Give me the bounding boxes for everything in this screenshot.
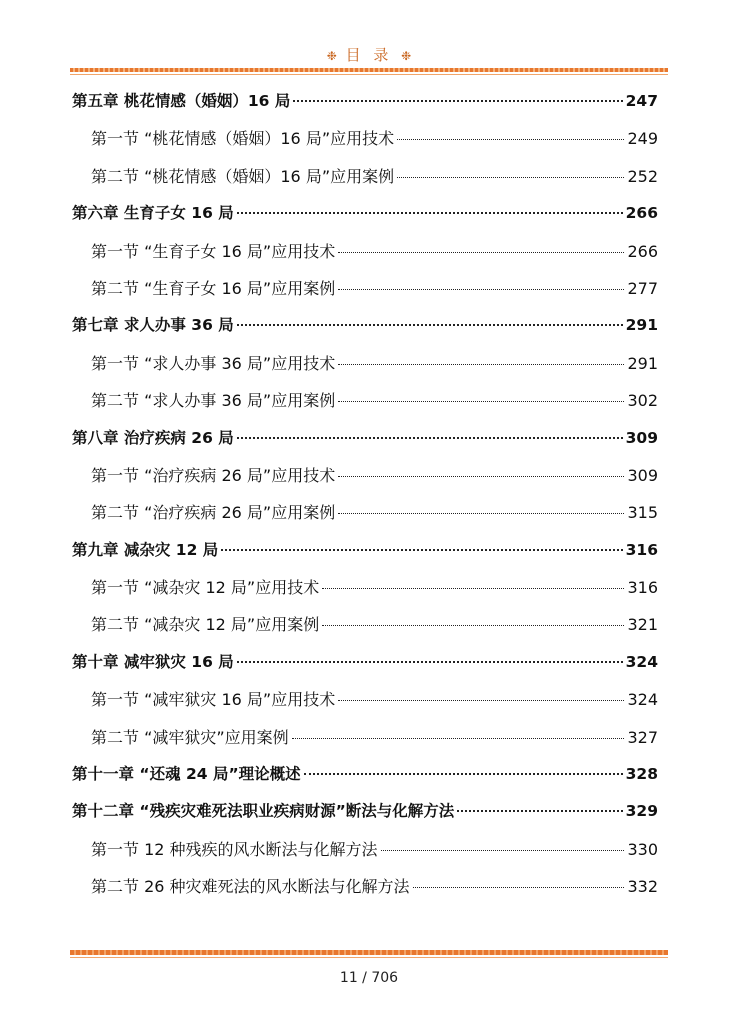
toc-section-entry[interactable] <box>72 868 658 905</box>
toc-entry-title: 第一节 “减牢狱灾 16 局”应用技术 <box>91 690 336 710</box>
toc-entry-title: 第十二章 “残疾灾难死法职业疾病财源”断法与化解方法 <box>72 802 455 821</box>
toc-section-entry[interactable] <box>72 345 658 382</box>
dot-leader <box>338 363 624 365</box>
toc-entry-title: 第十章 减牢狱灾 16 局 <box>72 652 234 671</box>
toc-entry-title: 第六章 生育子女 16 局 <box>72 204 234 223</box>
toc-entry-page: 316 <box>625 540 658 559</box>
toc-entry-page: 328 <box>625 765 658 784</box>
toc-entry-title: 第一节 “减杂灾 12 局”应用技术 <box>91 578 320 598</box>
toc-entry-page: 291 <box>625 316 658 335</box>
dot-leader <box>304 772 623 775</box>
toc-entry-title: 第一节 “治疗疾病 26 局”应用技术 <box>91 465 336 485</box>
toc-section-entry[interactable] <box>72 569 658 606</box>
toc-entry-page: 316 <box>627 578 658 598</box>
toc-section-entry[interactable] <box>72 681 658 718</box>
ornament-left-icon: ❉ <box>326 49 337 63</box>
toc-section-entry[interactable] <box>72 233 658 270</box>
toc-entry-page: 266 <box>627 241 658 261</box>
toc-section-entry[interactable] <box>72 494 658 531</box>
dot-leader <box>237 323 623 326</box>
toc-section-entry[interactable] <box>72 382 658 419</box>
toc-entry-title: 第二节 “生育子女 16 局”应用案例 <box>91 278 336 298</box>
header-rule <box>70 68 668 72</box>
toc-chapter-entry[interactable] <box>72 532 658 569</box>
toc-section-entry[interactable] <box>72 120 658 157</box>
toc-entry-page: 309 <box>627 465 658 485</box>
toc-chapter-entry[interactable] <box>72 420 658 457</box>
toc-entry-page: 291 <box>627 353 658 373</box>
toc-entry-title: 第一节 “桃花情感（婚姻）16 局”应用技术 <box>91 129 395 149</box>
toc-entry-page: 315 <box>627 503 658 523</box>
toc-entry-page: 247 <box>625 92 658 110</box>
toc-entry-title: 第九章 减杂灾 12 局 <box>72 540 219 559</box>
dot-leader <box>338 475 624 477</box>
toc-list <box>72 83 658 906</box>
dot-leader <box>322 587 624 589</box>
header-rule-thin <box>70 74 668 75</box>
toc-entry-title: 第二节 “求人办事 36 局”应用案例 <box>91 391 336 411</box>
footer-rule-thin <box>70 957 668 958</box>
dot-leader <box>381 849 625 851</box>
toc-entry-page: 330 <box>627 839 658 859</box>
ornament-right-icon: ❉ <box>401 49 412 63</box>
page-indicator: 11 / 706 <box>339 970 399 986</box>
toc-entry-page: 302 <box>627 391 658 411</box>
toc-entry-title: 第八章 治疗疾病 26 局 <box>72 428 234 447</box>
toc-chapter-entry[interactable] <box>72 83 658 120</box>
dot-leader <box>237 660 623 663</box>
toc-entry-page: 266 <box>625 204 658 223</box>
toc-entry-title: 第二节 “治疗疾病 26 局”应用案例 <box>91 503 336 523</box>
dot-leader <box>457 809 622 812</box>
toc-chapter-entry[interactable] <box>72 307 658 344</box>
toc-section-entry[interactable] <box>72 719 658 756</box>
footer-rule <box>70 950 668 955</box>
toc-entry-page: 329 <box>625 802 658 821</box>
toc-entry-page: 324 <box>627 690 658 710</box>
toc-entry-page: 252 <box>627 166 658 186</box>
toc-chapter-entry[interactable] <box>72 756 658 793</box>
toc-entry-title: 第二节 “减牢狱灾”应用案例 <box>91 727 289 747</box>
dot-leader <box>293 99 622 102</box>
dot-leader <box>338 400 624 402</box>
toc-entry-title: 第二节 “减杂灾 12 局”应用案例 <box>91 615 320 635</box>
toc-entry-title: 第二节 26 种灾难死法的风水断法与化解方法 <box>91 877 410 897</box>
dot-leader <box>237 211 623 214</box>
toc-chapter-entry[interactable] <box>72 793 658 830</box>
dot-leader <box>413 886 625 888</box>
dot-leader <box>397 176 624 178</box>
dot-leader <box>338 251 624 253</box>
toc-section-entry[interactable] <box>72 831 658 868</box>
dot-leader <box>338 699 624 701</box>
toc-entry-page: 324 <box>625 652 658 671</box>
toc-entry-page: 277 <box>627 278 658 298</box>
toc-section-entry[interactable] <box>72 457 658 494</box>
dot-leader <box>338 512 624 514</box>
toc-chapter-entry[interactable] <box>72 195 658 232</box>
toc-entry-title: 第二节 “桃花情感（婚姻）16 局”应用案例 <box>91 166 395 186</box>
dot-leader <box>237 436 623 439</box>
toc-entry-title: 第一节 “求人办事 36 局”应用技术 <box>91 353 336 373</box>
toc-chapter-entry[interactable] <box>72 644 658 681</box>
toc-section-entry[interactable] <box>72 158 658 195</box>
toc-entry-page: 321 <box>627 615 658 635</box>
toc-section-entry[interactable] <box>72 606 658 643</box>
header-title: 目 录 <box>345 46 393 64</box>
toc-entry-page: 309 <box>625 428 658 447</box>
toc-entry-page: 327 <box>627 727 658 747</box>
toc-entry-title: 第五章 桃花情感（婚姻）16 局 <box>72 92 291 110</box>
toc-entry-page: 332 <box>627 877 658 897</box>
toc-entry-title: 第一节 12 种残疾的风水断法与化解方法 <box>91 839 378 859</box>
dot-leader <box>322 624 624 626</box>
toc-entry-title: 第十一章 “还魂 24 局”理论概述 <box>72 765 301 784</box>
dot-leader <box>221 548 622 551</box>
toc-header <box>0 44 738 65</box>
dot-leader <box>338 288 624 290</box>
toc-entry-title: 第七章 求人办事 36 局 <box>72 316 234 335</box>
toc-entry-page: 249 <box>627 129 658 149</box>
dot-leader <box>397 138 624 140</box>
toc-section-entry[interactable] <box>72 270 658 307</box>
toc-entry-title: 第一节 “生育子女 16 局”应用技术 <box>91 241 336 261</box>
dot-leader <box>292 737 625 739</box>
